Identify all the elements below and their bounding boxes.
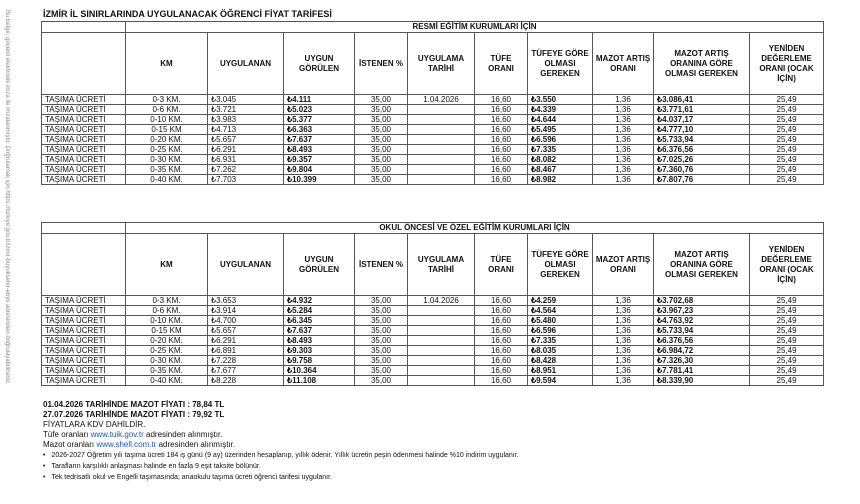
cell-cpi-rate: 16,60	[475, 115, 528, 125]
cell-diesel-rate: 1,36	[593, 376, 654, 386]
cell-application-date: 1.04.2026	[408, 296, 475, 306]
cell-row-label: TAŞIMA ÜCRETİ	[42, 155, 126, 165]
cell-application-date	[408, 165, 475, 175]
cell-km: 0-3 KM.	[126, 95, 208, 105]
cell-row-label: TAŞIMA ÜCRETİ	[42, 326, 126, 336]
cell-revaluation-rate: 25,49	[750, 105, 824, 115]
cell-application-date	[408, 366, 475, 376]
header-km: KM	[126, 234, 208, 296]
cell-km: 0-15 KM	[126, 125, 208, 135]
cell-row-label: TAŞIMA ÜCRETİ	[42, 316, 126, 326]
cell-application-date	[408, 336, 475, 346]
diesel-price-note-1: 01.04.2026 TARİHİNDE MAZOT FİYATI : 78,84 TL	[43, 400, 225, 409]
cell-cpi-rate: 16,60	[475, 376, 528, 386]
cell-application-date	[408, 306, 475, 316]
cell-requested-pct: 35,00	[355, 296, 408, 306]
cell-requested-pct: 35,00	[355, 105, 408, 115]
cell-applied: ₺7.677	[208, 366, 284, 376]
header-revaluation-rate: YENİDEN DEĞERLEME ORANI (OCAK İÇİN)	[750, 234, 824, 296]
cell-cpi-required: ₺8.982	[528, 175, 593, 185]
cell-km: 0-25 KM.	[126, 145, 208, 155]
cell-km: 0-6 KM.	[126, 105, 208, 115]
cell-approved: ₺7.637	[284, 135, 355, 145]
cell-application-date	[408, 155, 475, 165]
cell-row-label: TAŞIMA ÜCRETİ	[42, 336, 126, 346]
cell-diesel-rate: 1,36	[593, 326, 654, 336]
cell-revaluation-rate: 25,49	[750, 366, 824, 376]
cell-diesel-rate: 1,36	[593, 316, 654, 326]
cell-application-date	[408, 145, 475, 155]
cell-cpi-rate: 16,60	[475, 326, 528, 336]
cell-approved: ₺9.804	[284, 165, 355, 175]
cell-diesel-rate: 1,36	[593, 366, 654, 376]
cell-km: 0-35 KM.	[126, 366, 208, 376]
cell-cpi-required: ₺6.596	[528, 326, 593, 336]
cell-km: 0-3 KM.	[126, 296, 208, 306]
cell-km: 0-20 KM.	[126, 336, 208, 346]
cell-cpi-required: ₺4.644	[528, 115, 593, 125]
bullet-note: • Tek tedrisatlı okul ve Engelli taşımasında; anaokulu taşıma ücreti öğrenci tarifesi uygulanır.	[53, 472, 519, 483]
cell-approved: ₺9.357	[284, 155, 355, 165]
cell-diesel-required: ₺3.967,23	[654, 306, 750, 316]
cell-applied: ₺3.721	[208, 105, 284, 115]
section-title: RESMİ EĞİTİM KURUMLARI İÇİN	[126, 22, 824, 33]
header-row	[42, 33, 824, 95]
cell-diesel-rate: 1,36	[593, 296, 654, 306]
tariff-table-preschool	[41, 222, 824, 386]
cell-revaluation-rate: 25,49	[750, 306, 824, 316]
cell-approved: ₺6.363	[284, 125, 355, 135]
cell-requested-pct: 35,00	[355, 326, 408, 336]
cell-cpi-rate: 16,60	[475, 346, 528, 356]
header-approved: UYGUN GÖRÜLEN	[284, 33, 355, 95]
page-title: İZMİR İL SINIRLARINDA UYGULANACAK ÖĞRENCİ FİYAT TARİFESİ	[43, 9, 332, 19]
cell-row-label: TAŞIMA ÜCRETİ	[42, 376, 126, 386]
table-row	[42, 155, 824, 165]
cell-diesel-required: ₺6.984,72	[654, 346, 750, 356]
cell-application-date	[408, 356, 475, 366]
cell-diesel-required: ₺8.339,90	[654, 376, 750, 386]
cell-application-date	[408, 135, 475, 145]
cell-requested-pct: 35,00	[355, 175, 408, 185]
cell-row-label: TAŞIMA ÜCRETİ	[42, 135, 126, 145]
vat-note: FİYATLARA KDV DAHİLDİR.	[43, 420, 146, 429]
cell-application-date	[408, 376, 475, 386]
cell-applied: ₺6.291	[208, 336, 284, 346]
cell-requested-pct: 35,00	[355, 336, 408, 346]
cell-row-label: TAŞIMA ÜCRETİ	[42, 346, 126, 356]
cell-diesel-required: ₺7.326,30	[654, 356, 750, 366]
cell-diesel-rate: 1,36	[593, 175, 654, 185]
cell-cpi-required: ₺3.550	[528, 95, 593, 105]
cell-revaluation-rate: 25,49	[750, 145, 824, 155]
cell-revaluation-rate: 25,49	[750, 326, 824, 336]
cell-diesel-required: ₺7.360,76	[654, 165, 750, 175]
cell-applied: ₺8.228	[208, 376, 284, 386]
cell-approved: ₺10.399	[284, 175, 355, 185]
cell-revaluation-rate: 25,49	[750, 135, 824, 145]
table-row	[42, 376, 824, 386]
table-row	[42, 366, 824, 376]
table-row	[42, 356, 824, 366]
cell-revaluation-rate: 25,49	[750, 356, 824, 366]
rows-preschool	[42, 296, 824, 386]
header-km: KM	[126, 33, 208, 95]
cell-cpi-required: ₺8.428	[528, 356, 593, 366]
tariff-table-official	[41, 21, 824, 185]
cell-diesel-required: ₺7.781,41	[654, 366, 750, 376]
cell-cpi-rate: 16,60	[475, 336, 528, 346]
cpi-source-note: Tüfe oranları www.tuik.gov.tr adresinden alınmıştır.	[43, 430, 223, 439]
cell-diesel-required: ₺5.733,94	[654, 326, 750, 336]
cell-applied: ₺4.713	[208, 125, 284, 135]
header-cpi-rate: TÜFE ORANI	[475, 33, 528, 95]
table-row	[42, 306, 824, 316]
cell-application-date	[408, 326, 475, 336]
table-row	[42, 95, 824, 105]
cell-requested-pct: 35,00	[355, 115, 408, 125]
cell-row-label: TAŞIMA ÜCRETİ	[42, 125, 126, 135]
table-row	[42, 125, 824, 135]
cell-km: 0-30 KM.	[126, 356, 208, 366]
cell-diesel-rate: 1,36	[593, 155, 654, 165]
cell-applied: ₺6.291	[208, 145, 284, 155]
cell-approved: ₺7.637	[284, 326, 355, 336]
cell-application-date: 1.04.2026	[408, 95, 475, 105]
cell-cpi-rate: 16,60	[475, 135, 528, 145]
cell-cpi-required: ₺8.035	[528, 346, 593, 356]
cell-diesel-rate: 1,36	[593, 135, 654, 145]
table-row	[42, 336, 824, 346]
shell-link[interactable]: www.shell.com.tr	[96, 440, 157, 449]
table-row	[42, 145, 824, 155]
cell-cpi-required: ₺5.480	[528, 316, 593, 326]
cell-diesel-rate: 1,36	[593, 165, 654, 175]
cell-revaluation-rate: 25,49	[750, 115, 824, 125]
cell-applied: ₺3.045	[208, 95, 284, 105]
cell-requested-pct: 35,00	[355, 366, 408, 376]
cell-application-date	[408, 316, 475, 326]
header-cpi-required: TÜFEYE GÖRE OLMASI GEREKEN	[528, 33, 593, 95]
cell-approved: ₺5.284	[284, 306, 355, 316]
cell-application-date	[408, 175, 475, 185]
cell-diesel-required: ₺4.037,17	[654, 115, 750, 125]
cell-applied: ₺3.653	[208, 296, 284, 306]
cell-requested-pct: 35,00	[355, 95, 408, 105]
table-row	[42, 105, 824, 115]
header-applied: UYGULANAN	[208, 33, 284, 95]
header-diesel-required: MAZOT ARTIŞ ORANINA GÖRE OLMASI GEREKEN	[654, 33, 750, 95]
cell-application-date	[408, 105, 475, 115]
cell-requested-pct: 35,00	[355, 145, 408, 155]
table-row	[42, 346, 824, 356]
cell-requested-pct: 35,00	[355, 306, 408, 316]
cell-km: 0-40 KM.	[126, 376, 208, 386]
section-title: OKUL ÖNCESİ VE ÖZEL EĞİTİM KURUMLARI İÇİN	[126, 223, 824, 234]
cell-revaluation-rate: 25,49	[750, 165, 824, 175]
cell-cpi-required: ₺7.335	[528, 145, 593, 155]
cell-km: 0-40 KM.	[126, 175, 208, 185]
cell-diesel-rate: 1,36	[593, 115, 654, 125]
cell-diesel-required: ₺5.733,94	[654, 135, 750, 145]
cell-applied: ₺6.931	[208, 155, 284, 165]
cell-cpi-required: ₺4.259	[528, 296, 593, 306]
cell-approved: ₺4.111	[284, 95, 355, 105]
header-diesel-required: MAZOT ARTIŞ ORANINA GÖRE OLMASI GEREKEN	[654, 234, 750, 296]
cell-diesel-required: ₺6.376,56	[654, 145, 750, 155]
cell-km: 0-20 KM.	[126, 135, 208, 145]
cell-revaluation-rate: 25,49	[750, 346, 824, 356]
cell-diesel-rate: 1,36	[593, 125, 654, 135]
cell-revaluation-rate: 25,49	[750, 175, 824, 185]
rows-official	[42, 95, 824, 185]
cell-application-date	[408, 346, 475, 356]
cell-diesel-rate: 1,36	[593, 105, 654, 115]
cell-revaluation-rate: 25,49	[750, 316, 824, 326]
header-approved: UYGUN GÖRÜLEN	[284, 234, 355, 296]
cell-diesel-required: ₺4.763,92	[654, 316, 750, 326]
cell-applied: ₺4.700	[208, 316, 284, 326]
cell-row-label: TAŞIMA ÜCRETİ	[42, 366, 126, 376]
header-revaluation-rate: YENİDEN DEĞERLEME ORANI (OCAK İÇİN)	[750, 33, 824, 95]
header-application-date: UYGULAMA TARİHİ	[408, 33, 475, 95]
cell-row-label: TAŞIMA ÜCRETİ	[42, 145, 126, 155]
cell-cpi-rate: 16,60	[475, 316, 528, 326]
cell-row-label: TAŞIMA ÜCRETİ	[42, 95, 126, 105]
header-row	[42, 234, 824, 296]
cell-requested-pct: 35,00	[355, 346, 408, 356]
header-cpi-required: TÜFEYE GÖRE OLMASI GEREKEN	[528, 234, 593, 296]
cell-requested-pct: 35,00	[355, 316, 408, 326]
cell-requested-pct: 35,00	[355, 125, 408, 135]
bullet-note: • Tarafların karşılıklı anlaşması halinde en fazla 9 eşit taksite bölünür.	[53, 461, 519, 472]
cell-cpi-rate: 16,60	[475, 95, 528, 105]
cell-application-date	[408, 125, 475, 135]
cell-applied: ₺5.657	[208, 326, 284, 336]
cell-requested-pct: 35,00	[355, 376, 408, 386]
cell-application-date	[408, 115, 475, 125]
cell-km: 0-10 KM.	[126, 316, 208, 326]
cell-km: 0-15 KM	[126, 326, 208, 336]
cell-approved: ₺9.758	[284, 356, 355, 366]
cell-cpi-rate: 16,60	[475, 155, 528, 165]
cell-approved: ₺5.023	[284, 105, 355, 115]
cell-applied: ₺7.262	[208, 165, 284, 175]
header-application-date: UYGULAMA TARİHİ	[408, 234, 475, 296]
cell-cpi-required: ₺6.596	[528, 135, 593, 145]
cell-km: 0-6 KM.	[126, 306, 208, 316]
cell-cpi-required: ₺4.564	[528, 306, 593, 316]
cell-approved: ₺5.377	[284, 115, 355, 125]
cell-row-label: TAŞIMA ÜCRETİ	[42, 296, 126, 306]
cell-revaluation-rate: 25,49	[750, 296, 824, 306]
cell-km: 0-25 KM.	[126, 346, 208, 356]
cell-revaluation-rate: 25,49	[750, 376, 824, 386]
table-row	[42, 326, 824, 336]
header-diesel-rate: MAZOT ARTIŞ ORANI	[593, 234, 654, 296]
cell-applied: ₺7.228	[208, 356, 284, 366]
cell-row-label: TAŞIMA ÜCRETİ	[42, 306, 126, 316]
cell-row-label: TAŞIMA ÜCRETİ	[42, 356, 126, 366]
cell-applied: ₺3.914	[208, 306, 284, 316]
cell-diesel-required: ₺7.025,26	[654, 155, 750, 165]
table-row	[42, 115, 824, 125]
cell-cpi-rate: 16,60	[475, 306, 528, 316]
cell-row-label: TAŞIMA ÜCRETİ	[42, 175, 126, 185]
cell-cpi-rate: 16,60	[475, 366, 528, 376]
cell-cpi-rate: 16,60	[475, 145, 528, 155]
cell-approved: ₺9.303	[284, 346, 355, 356]
table-row	[42, 316, 824, 326]
header-requested-pct: İSTENEN %	[355, 33, 408, 95]
cell-row-label: TAŞIMA ÜCRETİ	[42, 165, 126, 175]
header-applied: UYGULANAN	[208, 234, 284, 296]
table-row	[42, 165, 824, 175]
diesel-price-note-2: 27.07.2026 TARİHİNDE MAZOT FİYATI : 79,92 TL	[43, 410, 225, 419]
cell-approved: ₺4.932	[284, 296, 355, 306]
table-row	[42, 296, 824, 306]
cell-diesel-required: ₺3.702,68	[654, 296, 750, 306]
cell-applied: ₺5.657	[208, 135, 284, 145]
cell-approved: ₺8.493	[284, 336, 355, 346]
side-verification-note: Bu belge, güvenli elektronik imza ile imzalanmıştır. Doğrulamak için https://turkiye.gov.tr/izmir-buyuksehir-ebys adresinden doğrulayabilirsiniz.	[4, 10, 10, 385]
notes	[43, 400, 519, 483]
header-cpi-rate: TÜFE ORANI	[475, 234, 528, 296]
cell-applied: ₺7.703	[208, 175, 284, 185]
cell-row-label: TAŞIMA ÜCRETİ	[42, 115, 126, 125]
cell-cpi-required: ₺9.594	[528, 376, 593, 386]
table-row	[42, 175, 824, 185]
cell-cpi-required: ₺5.495	[528, 125, 593, 135]
cell-revaluation-rate: 25,49	[750, 95, 824, 105]
cell-diesel-required: ₺7.807,76	[654, 175, 750, 185]
header-requested-pct: İSTENEN %	[355, 234, 408, 296]
cell-requested-pct: 35,00	[355, 165, 408, 175]
cell-cpi-rate: 16,60	[475, 105, 528, 115]
cell-diesel-rate: 1,36	[593, 145, 654, 155]
table-row	[42, 135, 824, 145]
cell-km: 0-35 KM.	[126, 165, 208, 175]
cell-row-label: TAŞIMA ÜCRETİ	[42, 105, 126, 115]
cell-revaluation-rate: 25,49	[750, 155, 824, 165]
cell-approved: ₺10.364	[284, 366, 355, 376]
cell-requested-pct: 35,00	[355, 356, 408, 366]
cell-revaluation-rate: 25,49	[750, 125, 824, 135]
cell-approved: ₺11.108	[284, 376, 355, 386]
cell-diesel-required: ₺4.777,10	[654, 125, 750, 135]
cell-applied: ₺3.983	[208, 115, 284, 125]
diesel-source-note: Mazot oranları www.shell.com.tr adresinden alınmıştır.	[43, 440, 236, 449]
bullet-note: • 2026-2027 Öğretim yılı taşıma ücreti 184 iş günü (9 ay) üzerinden hesaplanıp, yıllık ödenir. Yıllık ücretin peşin ödenmesi halinde %10 indirim uygulanır.	[53, 450, 519, 461]
cell-cpi-required: ₺7.335	[528, 336, 593, 346]
cell-cpi-required: ₺8.951	[528, 366, 593, 376]
header-diesel-rate: MAZOT ARTIŞ ORANI	[593, 33, 654, 95]
cell-cpi-rate: 16,60	[475, 296, 528, 306]
cell-km: 0-30 KM.	[126, 155, 208, 165]
cell-approved: ₺8.493	[284, 145, 355, 155]
cell-diesel-rate: 1,36	[593, 346, 654, 356]
cell-km: 0-10 KM.	[126, 115, 208, 125]
cell-diesel-required: ₺3.086,41	[654, 95, 750, 105]
cell-approved: ₺6.345	[284, 316, 355, 326]
cell-diesel-required: ₺6.376,56	[654, 336, 750, 346]
cell-revaluation-rate: 25,49	[750, 336, 824, 346]
cell-cpi-required: ₺8.082	[528, 155, 593, 165]
cell-diesel-rate: 1,36	[593, 356, 654, 366]
cell-cpi-required: ₺8.467	[528, 165, 593, 175]
cell-cpi-rate: 16,60	[475, 165, 528, 175]
tuik-link[interactable]: www.tuik.gov.tr	[90, 430, 144, 439]
cell-applied: ₺6.891	[208, 346, 284, 356]
cell-requested-pct: 35,00	[355, 135, 408, 145]
cell-requested-pct: 35,00	[355, 155, 408, 165]
cell-cpi-rate: 16,60	[475, 125, 528, 135]
cell-diesel-rate: 1,36	[593, 336, 654, 346]
cell-diesel-rate: 1,36	[593, 95, 654, 105]
cell-cpi-required: ₺4.339	[528, 105, 593, 115]
cell-diesel-rate: 1,36	[593, 306, 654, 316]
cell-diesel-required: ₺3.771,61	[654, 105, 750, 115]
cell-cpi-rate: 16,60	[475, 175, 528, 185]
cell-cpi-rate: 16,60	[475, 356, 528, 366]
